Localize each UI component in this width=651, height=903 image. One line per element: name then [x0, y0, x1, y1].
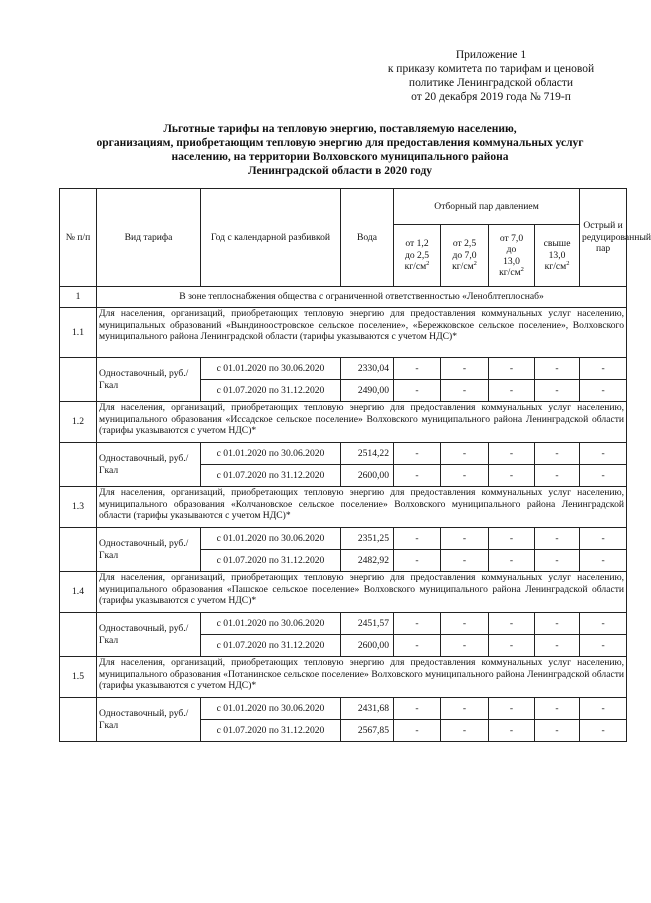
dash-cell: - — [580, 358, 627, 380]
tariff-type: Одноставочный, руб./Гкал — [97, 613, 201, 657]
tariff-type: Одноставочный, руб./Гкал — [97, 698, 201, 742]
dash-cell: - — [535, 528, 580, 550]
period-cell: с 01.07.2020 по 31.12.2020 — [201, 550, 341, 572]
row-num-empty — [60, 613, 97, 657]
section-num: 1 — [60, 287, 97, 308]
dash-cell: - — [580, 465, 627, 487]
dash-cell: - — [394, 550, 441, 572]
dash-cell: - — [441, 550, 489, 572]
row-num: 1.2 — [60, 402, 97, 443]
dash-cell: - — [489, 550, 535, 572]
description-row — [60, 572, 627, 613]
dash-cell: - — [394, 720, 441, 742]
row-num-empty — [60, 443, 97, 487]
dash-cell: - — [489, 380, 535, 402]
period-cell: с 01.07.2020 по 31.12.2020 — [201, 635, 341, 657]
dash-cell: - — [535, 550, 580, 572]
dash-cell: - — [441, 698, 489, 720]
tariff-row — [60, 528, 627, 550]
dash-cell: - — [394, 443, 441, 465]
description-row — [60, 402, 627, 443]
water-value: 2451,57 — [341, 613, 394, 635]
row-num: 1.1 — [60, 308, 97, 358]
water-value: 2514,22 — [341, 443, 394, 465]
period-cell: с 01.01.2020 по 30.06.2020 — [201, 358, 341, 380]
tariff-row — [60, 698, 627, 720]
row-description: Для населения, организаций, приобретающих тепловую энергию для предоставления коммунальных услуг населению, муниципального образования «Пашское сельское поселение» Волховского муниципального района Ленинградской области (тарифы указываются с учетом НДС)* — [97, 572, 627, 613]
description-row — [60, 308, 627, 358]
dash-cell: - — [394, 380, 441, 402]
appendix-header — [366, 48, 616, 104]
dash-cell: - — [580, 720, 627, 742]
header-steam-3: от 7,0 до 13,0 $кг/см^2$ — [489, 225, 535, 287]
appendix-line: от 20 декабря 2019 года № 719-п — [411, 91, 571, 103]
appendix-line: к приказу комитета по тарифам и ценовой — [387, 63, 595, 75]
dash-cell: - — [394, 635, 441, 657]
dash-cell: - — [580, 613, 627, 635]
dash-cell: - — [441, 720, 489, 742]
period-cell: с 01.07.2020 по 31.12.2020 — [201, 380, 341, 402]
dash-cell: - — [489, 358, 535, 380]
period-cell: с 01.01.2020 по 30.06.2020 — [201, 698, 341, 720]
period-cell: с 01.01.2020 по 30.06.2020 — [201, 528, 341, 550]
dash-cell: - — [489, 443, 535, 465]
dash-cell: - — [580, 443, 627, 465]
header-water: Вода — [341, 189, 394, 287]
title-line: организациям, приобретающим тепловую энергию для предоставления коммунальных услуг — [96, 137, 584, 149]
dash-cell: - — [441, 358, 489, 380]
dash-cell: - — [394, 613, 441, 635]
header-sharp-steam: Острый и редуцированный пар — [580, 189, 627, 287]
dash-cell: - — [580, 698, 627, 720]
dash-cell: - — [535, 358, 580, 380]
header-year: Год с календарной разбивкой — [201, 189, 341, 287]
row-num-empty — [60, 698, 97, 742]
row-num: 1.5 — [60, 657, 97, 698]
dash-cell: - — [441, 528, 489, 550]
row-description: Для населения, организаций, приобретающих тепловую энергию для предоставления коммунальных услуг населению, муниципальных образований «Вындиноостровское сельское поселение», «Бережковское сельское поселение», Волховского муниципального района Ленинградской области (тарифы указываются с учетом НДС)* — [97, 308, 627, 358]
dash-cell: - — [580, 528, 627, 550]
section-title: В зоне теплоснабжения общества с ограниченной ответственностью «Леноблтеплоснаб» — [97, 287, 627, 308]
row-num: 1.4 — [60, 572, 97, 613]
period-cell: с 01.07.2020 по 31.12.2020 — [201, 465, 341, 487]
dash-cell: - — [489, 635, 535, 657]
tariff-row — [60, 443, 627, 465]
row-num-empty — [60, 358, 97, 402]
dash-cell: - — [489, 720, 535, 742]
dash-cell: - — [489, 465, 535, 487]
dash-cell: - — [535, 635, 580, 657]
water-value: 2482,92 — [341, 550, 394, 572]
description-row — [60, 657, 627, 698]
row-description: Для населения, организаций, приобретающих тепловую энергию для предоставления коммунальных услуг населению, муниципального образования «Колчановское сельское поселение» Волховского муниципального района Ленинградской области (тарифы указываются с учетом НДС)* — [97, 487, 627, 528]
dash-cell: - — [535, 380, 580, 402]
water-value: 2600,00 — [341, 635, 394, 657]
dash-cell: - — [489, 613, 535, 635]
tariffs-table — [59, 188, 651, 742]
tariff-type: Одноставочный, руб./Гкал — [97, 358, 201, 402]
dash-cell: - — [535, 698, 580, 720]
title-line: Ленинградской области в 2020 году — [247, 165, 433, 177]
header-num: № п/п — [60, 189, 97, 287]
title-line: Льготные тарифы на тепловую энергию, поставляемую населению, — [163, 123, 517, 135]
water-value: 2431,68 — [341, 698, 394, 720]
dash-cell: - — [489, 528, 535, 550]
dash-cell: - — [394, 528, 441, 550]
row-description: Для населения, организаций, приобретающих тепловую энергию для предоставления коммунальных услуг населению, муниципального образования «Иссадское сельское поселение» Волховского муниципального района Ленинградской области (тарифы указываются с учетом НДС)* — [97, 402, 627, 443]
dash-cell: - — [580, 550, 627, 572]
tariff-row — [60, 613, 627, 635]
dash-cell: - — [441, 443, 489, 465]
period-cell: с 01.01.2020 по 30.06.2020 — [201, 613, 341, 635]
appendix-line: Приложение 1 — [455, 49, 527, 61]
water-value: 2330,04 — [341, 358, 394, 380]
dash-cell: - — [489, 698, 535, 720]
dash-cell: - — [535, 465, 580, 487]
period-cell: с 01.07.2020 по 31.12.2020 — [201, 720, 341, 742]
period-cell: с 01.01.2020 по 30.06.2020 — [201, 443, 341, 465]
appendix-line: политике Ленинградской области — [408, 77, 574, 89]
row-num: 1.3 — [60, 487, 97, 528]
dash-cell: - — [580, 635, 627, 657]
row-description: Для населения, организаций, приобретающих тепловую энергию для предоставления коммунальных услуг населению, муниципального образования «Потанинское сельское поселение» Волховского муниципального района Ленинградской области (тарифы указываются с учетом НДС)* — [97, 657, 627, 698]
water-value: 2351,25 — [341, 528, 394, 550]
document-title — [40, 122, 640, 178]
description-row — [60, 487, 627, 528]
dash-cell: - — [441, 613, 489, 635]
dash-cell: - — [535, 613, 580, 635]
header-steam-4: свыше 13,0 $кг/см^2$ — [535, 225, 580, 287]
water-value: 2567,85 — [341, 720, 394, 742]
dash-cell: - — [394, 465, 441, 487]
water-value: 2600,00 — [341, 465, 394, 487]
tariff-type: Одноставочный, руб./Гкал — [97, 528, 201, 572]
header-tariff-type: Вид тарифа — [97, 189, 201, 287]
tariff-row — [60, 358, 627, 380]
header-steam-2: от 2,5 до 7,0 $кг/см^2$ — [441, 225, 489, 287]
dash-cell: - — [535, 443, 580, 465]
dash-cell: - — [394, 698, 441, 720]
tariff-type: Одноставочный, руб./Гкал — [97, 443, 201, 487]
title-line: населению, на территории Волховского муниципального района — [171, 151, 509, 163]
section-row — [60, 287, 627, 308]
header-steam-group: Отборный пар давлением — [394, 189, 580, 225]
dash-cell: - — [441, 380, 489, 402]
dash-cell: - — [535, 720, 580, 742]
dash-cell: - — [441, 635, 489, 657]
header-steam-1: от 1,2 до 2,5 $кг/см^2$ — [394, 225, 441, 287]
row-num-empty — [60, 528, 97, 572]
dash-cell: - — [441, 465, 489, 487]
water-value: 2490,00 — [341, 380, 394, 402]
dash-cell: - — [394, 358, 441, 380]
dash-cell: - — [580, 380, 627, 402]
